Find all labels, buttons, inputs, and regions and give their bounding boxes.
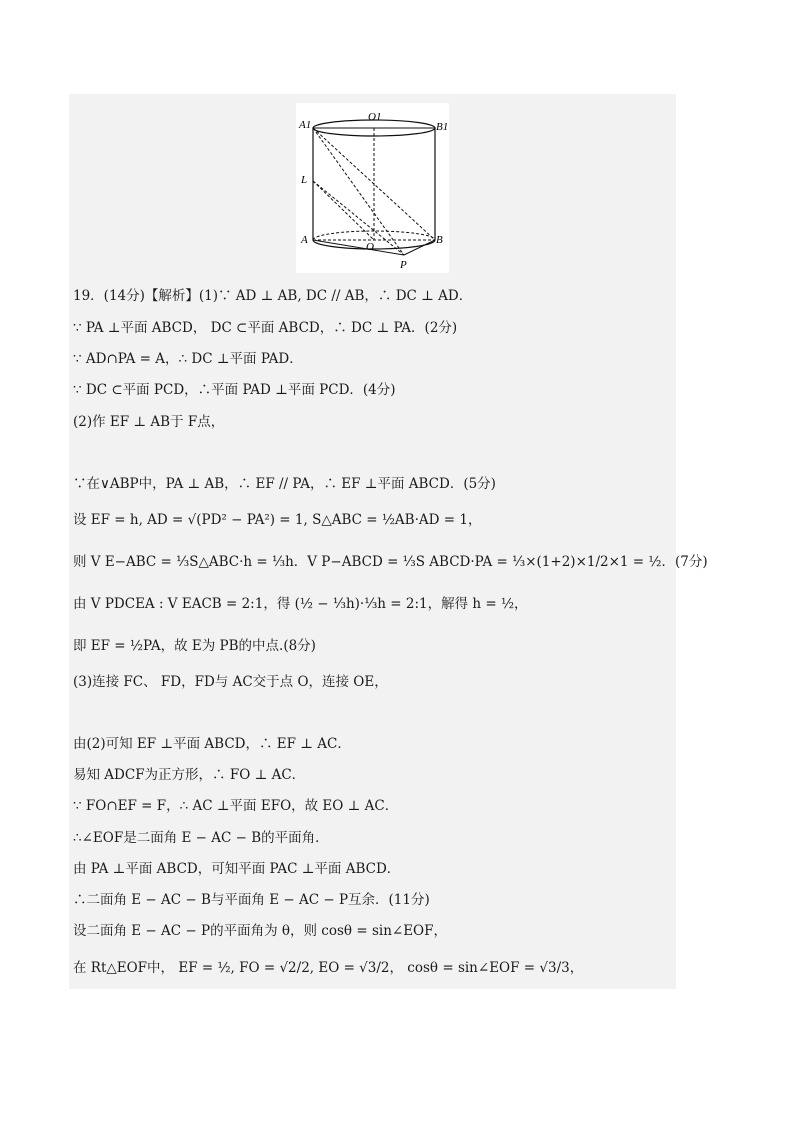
label-o1: O1 (368, 111, 382, 123)
solution-line-8: 则 V E−ABC = ⅓S△ABC·h = ⅓h．V P−ABCD = ⅓S ABCD·PA = ⅓×(1+2)×1/2×1 = ½．(7分) (73, 554, 708, 570)
label-b: B (436, 234, 443, 246)
label-l: L (301, 174, 308, 186)
label-a1: A1 (299, 119, 312, 131)
solution-line-6: ∵在∨ABP中，PA ⊥ AB，∴ EF // PA，∴ EF ⊥平面 ABCD．(5分) (73, 476, 496, 492)
solution-line-5: (2)作 EF ⊥ AB于 F点， (73, 414, 225, 430)
solution-line-19: 在 Rt△EOF中， EF = ½, FO = √2/2, EO = √3/2， cosθ = sin∠EOF = √3/3， (73, 960, 584, 976)
solution-line-10: 即 EF = ½PA，故 E为 PB的中点.(8分) (73, 638, 316, 654)
solution-line-3: ∵ AD∩PA = A，∴ DC ⊥平面 PAD． (73, 351, 303, 367)
label-b1: B1 (436, 121, 449, 133)
solution-line-11: (3)连接 FC、 FD，FD与 AC交于点 O，连接 OE， (73, 674, 388, 690)
solution-line-2: ∵ PA ⊥平面 ABCD， DC ⊂平面 ABCD，∴ DC ⊥ PA．(2分) (73, 320, 458, 336)
cylinder-figure (296, 103, 449, 273)
solution-line-1: 19．(14分)【解析】(1)∵ AD ⊥ AB, DC // AB，∴ DC ⊥ AD． (73, 288, 473, 304)
solution-line-13: 易知 ADCF为正方形，∴ FO ⊥ AC． (73, 767, 306, 783)
solution-line-14: ∵ FO∩EF = F，∴ AC ⊥平面 EFO，故 EO ⊥ AC． (73, 798, 399, 814)
bottom-ellipse-front (313, 240, 435, 249)
solution-line-4: ∵ DC ⊂平面 PCD，∴平面 PAD ⊥平面 PCD．(4分) (73, 382, 396, 398)
l-o-line (313, 181, 374, 240)
solution-line-9: 由 V PDCEA : V EACB = 2:1，得 (½ − ⅓h)·⅓h = 2:1，解得 h = ½， (73, 596, 528, 612)
label-a: A (301, 234, 308, 246)
solution-line-15: ∴∠EOF是二面角 E − AC − B的平面角． (73, 830, 329, 846)
solution-line-12: 由(2)可知 EF ⊥平面 ABCD，∴ EF ⊥ AC． (73, 736, 351, 752)
l-p-line (313, 181, 404, 255)
label-o: O (366, 241, 374, 253)
solution-line-17: ∴二面角 E − AC − B与平面角 E − AC − P互余．(11分) (73, 892, 430, 908)
label-p: P (400, 259, 407, 271)
solution-line-7: 设 EF = h, AD = √(PD² − PA²) = 1, S△ABC = ½AB·AD = 1， (73, 512, 482, 528)
a-p-line (313, 240, 404, 255)
solution-line-16: 由 PA ⊥平面 ABCD，可知平面 PAC ⊥平面 ABCD． (73, 861, 401, 877)
solution-line-18: 设二面角 E − AC − P的平面角为 θ，则 cosθ = sin∠EOF， (73, 923, 447, 939)
cylinder-diagram (296, 103, 449, 273)
